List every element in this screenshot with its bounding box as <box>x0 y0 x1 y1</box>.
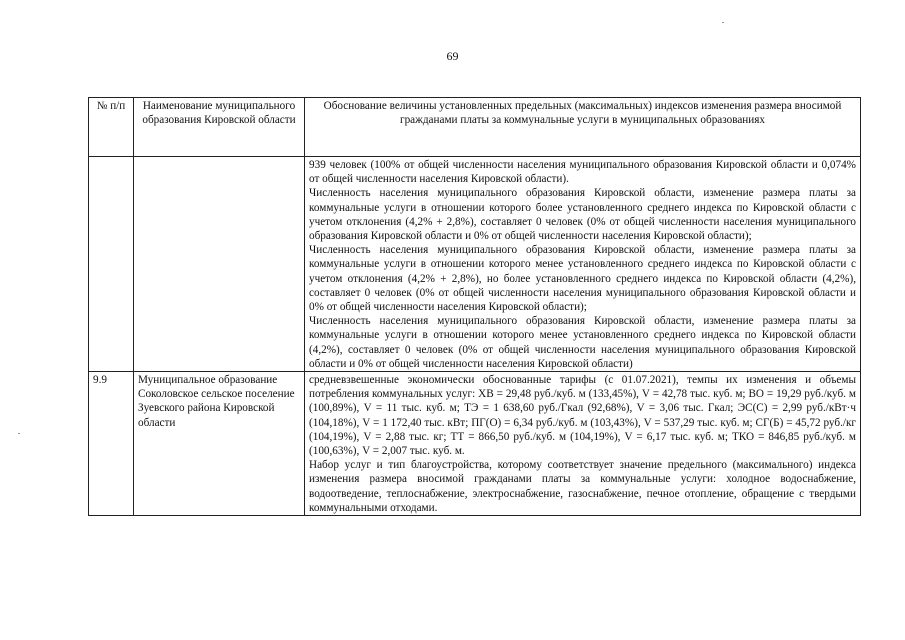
header-num: № п/п <box>89 98 134 157</box>
table-header-row <box>89 98 861 157</box>
basis-paragraph: средневзвешенные экономически обоснованные тарифы (с 01.07.2021), темпы их изменения и объемы потребления коммунальных услуг: ХВ = 29,48 руб./куб. м (133,45%), V = 42,78 тыс. куб. м; ВО = 19,29 руб./куб. м (100,89%), V = 11 тыс. куб. м; ТЭ = 1 638,60 руб./Гкал (92,68%), V = 3,06 тыс. Гкал; ЭС(С) = 2,99 руб./кВт·ч (104,18%), V = 1 172,40 тыс. кВт; ПГ(О) = 6,34 руб./куб. м (103,43%), V = 537,29 тыс. куб. м; СГ(Б) = 45,72 руб./кг (104,19%), V = 2,88 тыс. кг; ТТ = 866,50 руб./куб. м (104,19%), V = 6,17 тыс. куб. м; ТКО = 846,85 руб./куб. м (100,63%), V = 2,007 тыс. куб. м. <box>309 374 856 458</box>
basis-paragraph: Численность населения муниципального образования Кировской области, изменение размера платы за коммунальные услуги в отношении которого менее установленного среднего индекса по Кировской области (4,2%), составляет 0 человек (0% от общей численности населения муниципального образования Кировской области и 0% от общей численности населения Кировской области) <box>309 315 856 370</box>
header-basis: Обоснование величины установленных предельных (максимальных) индексов изменения размера вносимой гражданами платы за коммунальные услуги в муниципальных образованиях <box>305 98 861 157</box>
row-num: 9.9 <box>89 372 134 516</box>
row-basis <box>305 157 861 372</box>
page-number: 69 <box>446 49 459 63</box>
header-municipality: Наименование муниципального образования Кировской области <box>134 98 305 157</box>
basis-paragraph: Численность населения муниципального образования Кировской области, изменение размера платы за коммунальные услуги в отношении которого более установленного среднего индекса по Кировской области с учетом отклонения (4,2% + 2,8%), составляет 0 человек (0% от общей численности населения муниципального образования Кировской области и 0% от общей численности населения Кировской области); <box>309 187 856 243</box>
row-num <box>89 157 134 372</box>
basis-paragraph: Набор услуг и тип благоустройства, которому соответствует значение предельного (максимального) индекса изменения размера вносимой гражданами платы за коммунальные услуги: холодное водоснабжение, водоотведение, теплоснабжение, электроснабжение, газоснабжение, печное отопление, обращение с твердыми коммунальными отходами. <box>309 459 856 514</box>
tariff-table <box>88 97 861 516</box>
scan-speck <box>722 22 724 23</box>
table-row <box>89 372 861 516</box>
table-row <box>89 157 861 372</box>
basis-paragraph: 939 человек (100% от общей численности населения муниципального образования Кировской области и 0,074% от общей численности населения Кировской области). <box>309 159 856 186</box>
scan-speck <box>18 433 20 434</box>
row-municipality: Муниципальное образование Соколовское сельское поселение Зуевского района Кировской области <box>134 372 305 516</box>
row-municipality <box>134 157 305 372</box>
row-basis <box>305 372 861 516</box>
basis-paragraph: Численность населения муниципального образования Кировской области, изменение размера платы за коммунальные услуги в отношении которого менее установленного среднего индекса по Кировской области с учетом отклонения (4,2% + 2,8%), но более установленного среднего индекса по Кировской области (4,2%), составляет 0 человек (0% от общей численности населения муниципального образования Кировской области и 0% от общей численности населения Кировской области); <box>309 244 856 314</box>
